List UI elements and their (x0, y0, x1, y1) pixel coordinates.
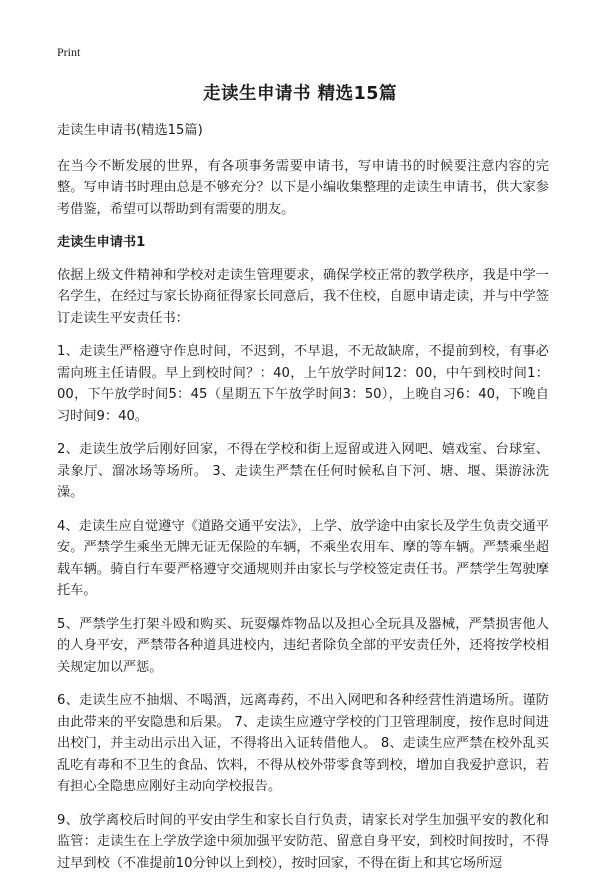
document-title: 走读生申请书 精选15篇 (203, 84, 397, 104)
section-heading: 走读生申请书1 (57, 235, 146, 250)
body-paragraph: 6、走读生应不抽烟、不喝酒，远离毒药，不出入网吧和各种经营性消遣场所。谨防由此带来的平安隐患和后果。 7、走读生应遵守学校的门卫管理制度，按作息时间进出校门，并主动出示出入证，不得将出入证转借他人。 8、走读生应严禁在校外乱买乱吃有毒和不卫生的食品、饮料，不得从校外带零食等到校，增加自我爱护意识，若有担心全隐患应刚好主动向学校报告。 (57, 693, 549, 794)
document-body (57, 120, 549, 886)
body-paragraph: 依据上级文件精神和学校对走读生管理要求，确保学校正常的教学秩序，我是中学一名学生，在经过与家长协商征得家长同意后，我不住校，自愿申请走读，并与中学签订走读生平安责任书： (57, 267, 549, 326)
document-subtitle: 走读生申请书(精选15篇) (57, 123, 203, 138)
print-link[interactable]: Print (57, 45, 81, 59)
body-paragraph: 2、走读生放学后刚好回家，不得在学校和街上逗留或进入网吧、嬉戏室、台球室、录象厅、溜冰场等场所。 3、走读生严禁在任何时候私自下河、塘、堰、渠游泳洗澡。 (57, 442, 549, 500)
intro-paragraph: 在当今不断发展的世界，有各项事务需要申请书，写申请书的时候要注意内容的完整。写申请书时理由总是不够充分？以下是小编收集整理的走读生申请书，供大家参考借鉴，希望可以帮助到有需要的朋友。 (57, 158, 549, 217)
body-paragraph: 1、走读生严格遵守作息时间，不迟到，不早退，不无故缺席，不提前到校，有事必需向班主任请假。早上到校时间？：40，上午放学时间12：00，中午到校时间1：00，下午放学时间5：45（星期五下午放学时间3：50），上晚自习6：40，下晚自习时间9：40。 (57, 344, 549, 424)
body-paragraph: 9、放学离校后时间的平安由学生和家长自行负责，请家长对学生加强平安的教化和监管：走读生在上学放学途中须加强平安防范、留意自身平安，到校时间按时，不得过早到校（不准提前10分钟以上到校），按时回家，不得在街上和其它场所逗 (57, 812, 549, 871)
body-paragraph: 5、严禁学生打架斗殴和购买、玩耍爆炸物品以及担心全玩具及器械，严禁损害他人的人身平安，严禁带各种道具进校内，违纪者除负全部的平安责任外，还将按学校相关规定加以严惩。 (57, 616, 549, 675)
body-paragraph: 4、走读生应自觉遵守《道路交通平安法》，上学、放学途中由家长及学生负责交通平安。严禁学生乘坐无牌无证无保险的车辆，不乘坐农用车、摩的等车辆。严禁乘坐超载车辆。骑自行车要严格遵守交通规则并由家长与学校签定责任书。严禁学生驾驶摩托车。 (57, 518, 549, 598)
